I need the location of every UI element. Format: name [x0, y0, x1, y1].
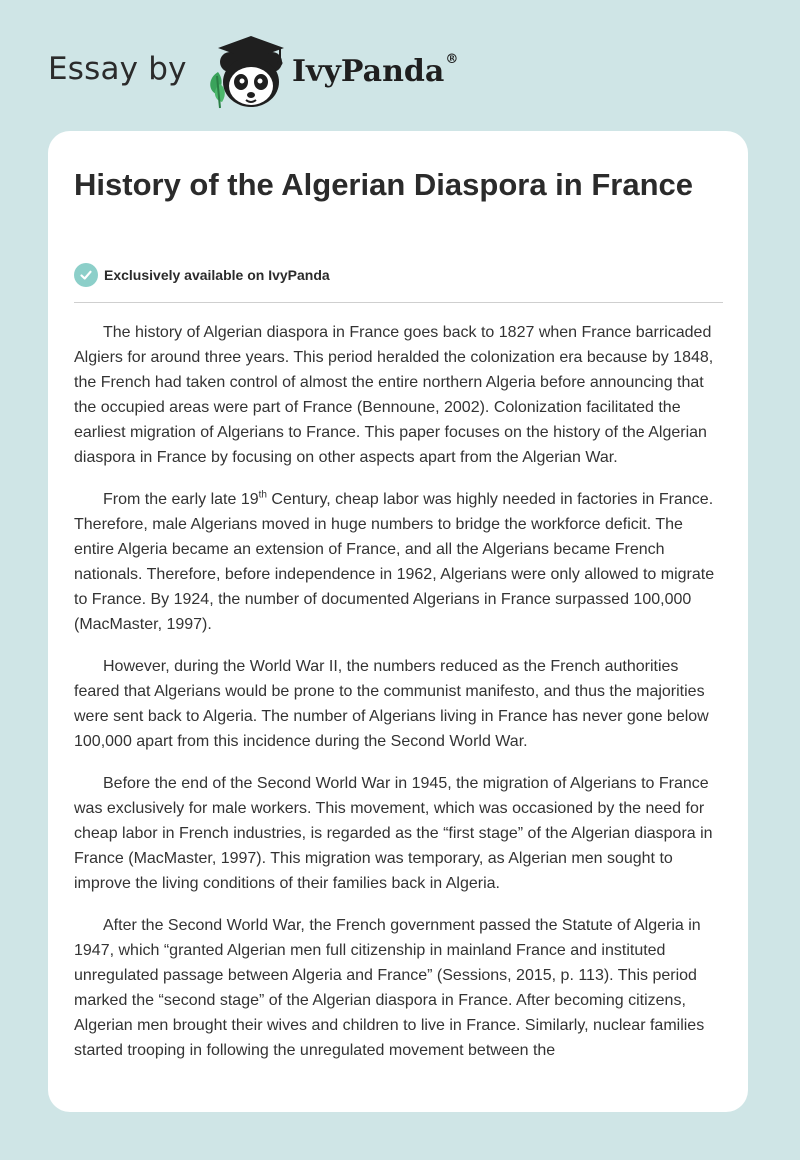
divider [74, 302, 723, 303]
page-title: History of the Algerian Diaspora in France [74, 167, 693, 202]
leaf-icon [210, 72, 225, 108]
paragraph: The history of Algerian diaspora in France goes back to 1827 when France barricaded Algiers for around three years. This period heralded the colonization era because by 1848, the French had taken control of almost the entire northern Algeria before announcing that the occupied areas were part of France (Bennoune, 2002). Colonization facilitated the earliest migration of Algerians to France. This paper focuses on the history of the Algerian diaspora in France by focusing on other aspects apart from the Algerian War. [74, 324, 714, 466]
paragraph [74, 487, 726, 637]
brand-text: IvyPanda [292, 54, 445, 89]
essay-body [74, 320, 726, 1080]
paragraph: After the Second World War, the French government passed the Statute of Algeria in 1947, which “granted Algerian men full citizenship in mainland France and instituted unregulated passage between Algeria and France” (Sessions, 2015, p. 113). This period marked the “second stage” of the Algerian diaspora in France. After becoming citizens, Algerian men brought their wives and children to live in France. Similarly, nuclear families started trooping in following the unregulated movement between the [74, 917, 705, 1059]
panda-logo-icon[interactable] [200, 28, 292, 112]
exclusive-badge [74, 263, 330, 287]
ordinal-suffix: th [258, 489, 267, 501]
brand-name[interactable] [292, 54, 457, 89]
site-header [48, 28, 548, 112]
registered-mark: ® [445, 52, 459, 67]
check-icon [74, 263, 98, 287]
paragraph: However, during the World War II, the numbers reduced as the French authorities feared that Algerians would be prone to the communist manifesto, and thus the majorities were sent back to Algeria. The number of Algerians living in France has never gone below 100,000 apart from this incidence during the Second World War. [74, 658, 709, 750]
essay-card [48, 131, 748, 1112]
paragraph-text: From the early late 19 [103, 491, 259, 508]
paragraph-text: Century, cheap labor was highly needed in factories in France. Therefore, male Algerians moved in huge numbers to bridge the workforce deficit. The entire Algeria became an extension of France, and all the Algerians became French nationals. Therefore, before independence in 1962, Algerians were only allowed to migrate to France. By 1924, the number of documented Algerians in France surpassed 100,000 (MacMaster, 1997). [74, 491, 715, 633]
essay-by-label: Essay by [48, 51, 187, 87]
exclusive-label: Exclusively available on IvyPanda [104, 267, 330, 283]
paragraph: Before the end of the Second World War in 1945, the migration of Algerians to France was exclusively for male workers. This movement, which was occasioned by the need for cheap labor in French industries, is regarded as the “first stage” of the Algerian diaspora in France (MacMaster, 1997). This migration was temporary, as Algerian men sought to improve the living conditions of their families back in Algeria. [74, 775, 713, 892]
